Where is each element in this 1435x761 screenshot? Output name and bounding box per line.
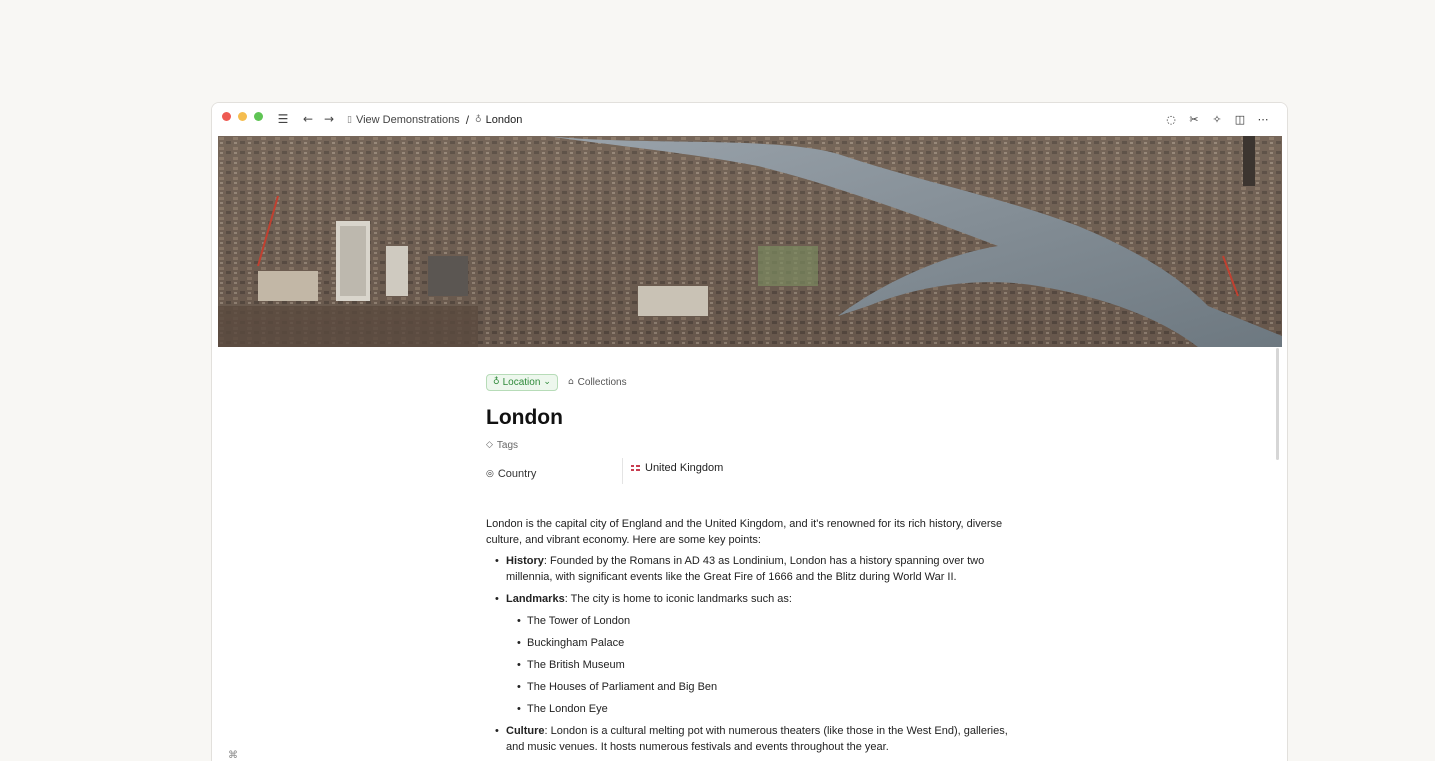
type-pill[interactable]: ♁ Location ⌄	[486, 374, 558, 391]
page-meta-row	[486, 373, 1026, 391]
scrollbar[interactable]	[1276, 348, 1279, 460]
location-icon: ♁	[493, 377, 500, 387]
collections-button[interactable]: ⌂ Collections	[567, 376, 627, 388]
property-value[interactable]: United Kingdom	[623, 458, 723, 484]
property-label: ◎ Country	[486, 468, 537, 480]
location-icon: ♁	[475, 115, 482, 125]
list-item: • The British Museum	[517, 657, 1026, 673]
breadcrumb-parent[interactable]: ▯ View Demonstrations	[347, 114, 460, 126]
window-controls	[222, 112, 263, 121]
arrow-left-icon[interactable]: ←	[302, 112, 314, 126]
page-title[interactable]: London	[486, 406, 563, 429]
arrow-right-icon[interactable]: →	[323, 112, 335, 126]
collection-icon: ⌂	[567, 377, 574, 387]
more-icon[interactable]: ⋯	[1257, 112, 1269, 126]
close-window-button[interactable]	[222, 112, 231, 121]
title-bar	[212, 103, 1287, 136]
list-item: • The Houses of Parliament and Big Ben	[517, 679, 1026, 695]
chevron-down-icon: ⌄	[543, 377, 551, 387]
cover-image-graphic	[218, 136, 1282, 347]
list-item: • Landmarks: The city is home to iconic landmarks such as: • The Tower of London • Buckingham Palace • The British Museum • The Houses of Parliament and Big Ben • The London Eye	[495, 591, 1026, 717]
toolbar-actions	[1164, 112, 1270, 126]
loading-circle-icon[interactable]: ◌	[1166, 112, 1176, 126]
share-icon[interactable]: ✂	[1189, 112, 1199, 126]
breadcrumb-current[interactable]: ♁ London	[475, 114, 523, 126]
list-item: • The London Eye	[517, 701, 1026, 717]
uk-flag-icon	[631, 465, 640, 471]
list-item: • Buckingham Palace	[517, 635, 1026, 651]
document-icon: ▯	[347, 115, 352, 125]
key-points-list	[486, 553, 1026, 755]
panel-icon[interactable]: ◫	[1234, 112, 1246, 126]
pin-icon[interactable]: ✧	[1212, 112, 1222, 126]
cover-image	[218, 136, 1282, 347]
list-item: • History: Founded by the Romans in AD 43 as Londinium, London has a history spanning over two millennia, with significant events like the Great Fire of 1666 and the Blitz during World War II.	[495, 553, 1026, 585]
tag-icon: ◇	[486, 440, 493, 450]
list-item: • Culture: London is a cultural melting pot with numerous theaters (like those in the West End), galleries, and music venues. It hosts numerous festivals and events throughout the year.	[495, 723, 1026, 755]
command-icon[interactable]: ⌘	[228, 750, 238, 761]
breadcrumb-separator: /	[465, 113, 470, 127]
breadcrumb	[347, 113, 522, 127]
page-content	[486, 373, 1026, 761]
intro-paragraph: London is the capital city of England and the United Kingdom, and it's renowned for its rich history, diverse culture, and vibrant economy. Here are some key points:	[486, 518, 1003, 546]
landmarks-list	[506, 613, 1026, 717]
tags-field[interactable]: ◇ Tags	[486, 439, 519, 451]
app-window	[211, 102, 1288, 761]
list-icon[interactable]: ☰	[277, 112, 289, 126]
property-row-country	[486, 458, 1026, 484]
maximize-window-button[interactable]	[254, 112, 263, 121]
page-body[interactable]	[486, 516, 1026, 755]
minimize-window-button[interactable]	[238, 112, 247, 121]
globe-icon: ◎	[486, 469, 494, 479]
list-item: • The Tower of London	[517, 613, 1026, 629]
